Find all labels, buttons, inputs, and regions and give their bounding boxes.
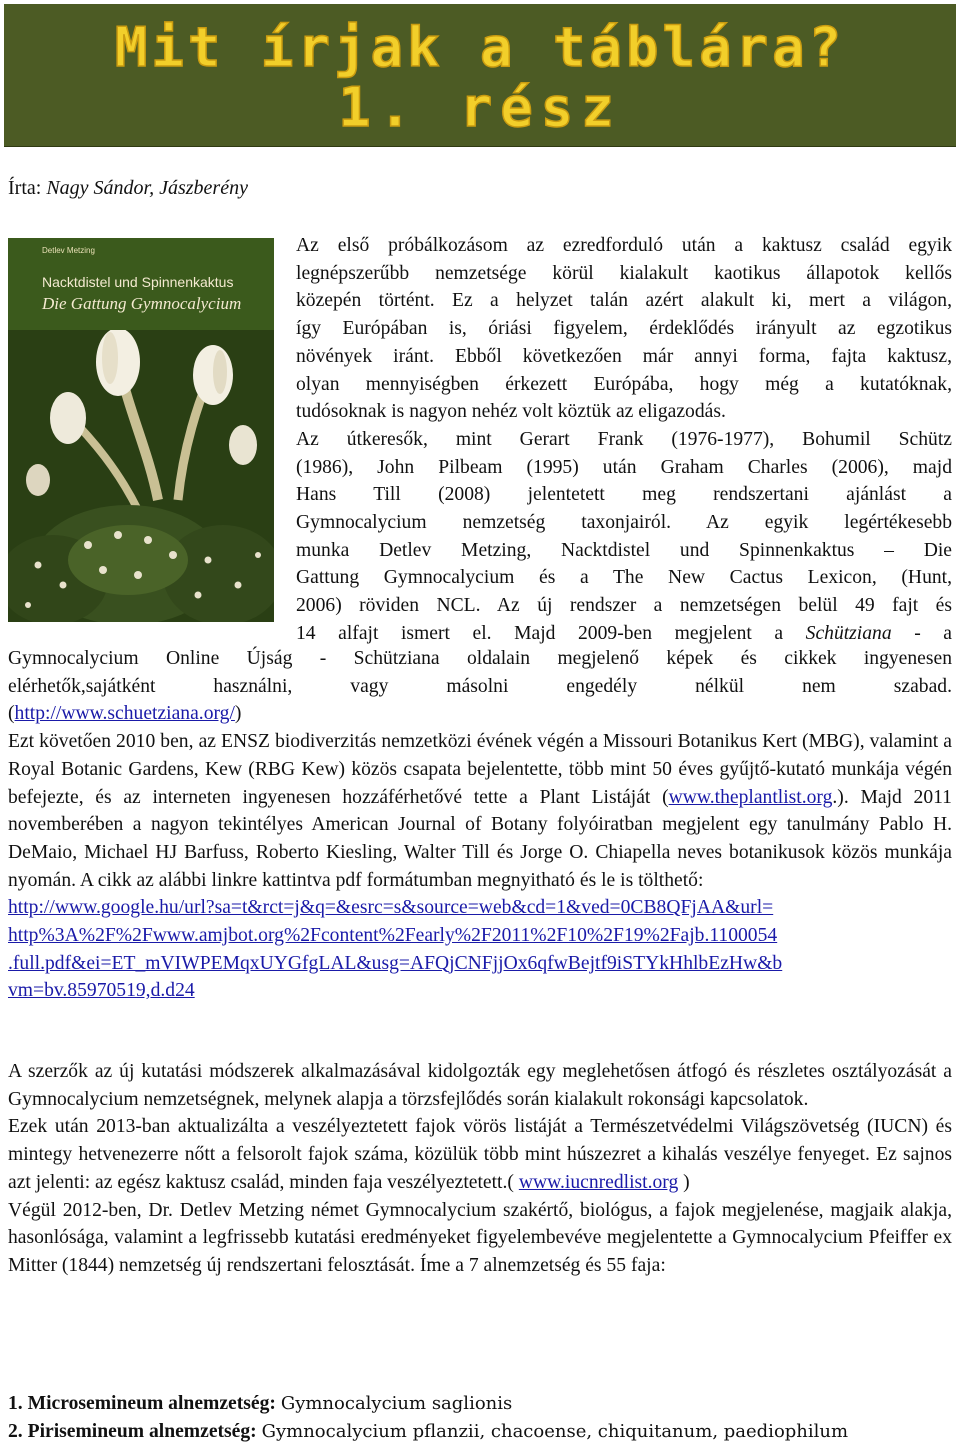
author-line bbox=[8, 174, 248, 202]
plant-list-text-a: Ezt követően 2010 ben, az ENSZ biodiverzitás nemzetközi évének végén a Missouri Botanikus Kert (MBG), valamint a Royal Botanic Gardens, Kew (RBG Kew) közös csapata bejelentette, több mint 50 éves gyűjtő-kutató munkája végén befejezte, és az interneten ingyenesen hozzáférhetővé tette a Plant Listáját ( bbox=[8, 731, 952, 808]
article-link-line-2[interactable]: http%3A%2F%2Fwww.amjbot.org%2Fcontent%2Fearly%2F2011%2F10%2F19%2Fajb.1100054 bbox=[8, 925, 778, 947]
cactus-photo bbox=[8, 330, 274, 622]
intro-line: munka Detlev Metzing, Nacktdistel und Spinnenkaktus – Die bbox=[296, 539, 952, 561]
theplantlist-link[interactable]: www.theplantlist.org bbox=[668, 786, 833, 808]
intro-line: tudósoknak is nagyon nehéz volt köztük az eligazodás. bbox=[296, 401, 726, 423]
book-cover-title: Nacktdistel und Spinnenkaktus bbox=[42, 274, 234, 290]
metzing-paragraph: Végül 2012-ben, Dr. Detlev Metzing német Gymnocalycium szakértő, biológus, a fajok megjelenése, magjaik alakja, hasonlósága, valamint a legfrissebb kutatási eredményeket figyelembevéve megjelentette a Gymnocalycium Pfeiffer ex Mitter (1844) nemzetség új rendszertani felosztását. Íme a 7 alnemzetség és 55 faja: bbox=[8, 1199, 952, 1276]
intro-last-line-end: - a bbox=[891, 622, 952, 644]
book-cover-subtitle: Die Gattung Gymnocalycium bbox=[42, 294, 242, 313]
intro-line: olyan mennyiségben érkezett Európába, hogy még a kutatóknak, bbox=[296, 373, 952, 395]
subgenus-number: 2. bbox=[8, 1420, 23, 1442]
title-line-1: Mit írjak a táblára? bbox=[114, 16, 846, 79]
subgenus-name: Microsemineum alnemzetség: bbox=[27, 1393, 276, 1414]
intro-line: növények iránt. Ebből következően már annyi forma, fajta kaktusz, bbox=[296, 345, 952, 367]
schuetziana-link[interactable]: http://www.schuetziana.org/ bbox=[14, 703, 235, 725]
intro-line: Gattung Gymnocalycium és a The New Cactus Lexicon, (Hunt, bbox=[296, 567, 952, 589]
iucn-text-end: ) bbox=[678, 1171, 690, 1193]
intro-paragraph bbox=[296, 232, 952, 648]
intro-line: Gymnocalycium nemzetség taxonjairól. Az egyik legértékesebb bbox=[296, 512, 952, 534]
paren-close: ) bbox=[234, 703, 242, 725]
subgenus-species: Gymnocalycium saglionis bbox=[280, 1393, 513, 1414]
article-link-line-3[interactable]: .full.pdf&ei=ET_mVIWPEMqxUYGfgLAL&usg=AFQjCNFjjOx6qfwBejtf9iSTYkHhlbEzHw&b bbox=[8, 952, 783, 974]
intro-last-line bbox=[296, 620, 952, 648]
article-link-line-4[interactable]: vm=bv.85970519,d.d24 bbox=[8, 980, 195, 1002]
intro-line: közepén történt. Ez a helyzet talán azért alakult ki, mert a világon, bbox=[296, 290, 952, 312]
intro-line: (1986), John Pilbeam (1995) után Graham Charles (2006), majd bbox=[296, 456, 952, 478]
title-banner bbox=[4, 4, 956, 147]
plant-list-paragraph bbox=[8, 728, 952, 894]
intro-line: Hans Till (2008) jelentetett meg rendszertani ajánlást a bbox=[296, 484, 952, 506]
subgenus-name: Pirisemineum alnemzetség: bbox=[27, 1420, 257, 1442]
research-paragraph: A szerzők az új kutatási módszerek alkalmazásával kidolgozták egy meglehetősen átfogó és részletes osztályozását a Gymnocalycium nemzetségnek, melynek alapja a törzsfejlődés során kialakult rokonsági kapcsolatok. bbox=[8, 1061, 952, 1110]
schutziana-italic: Schütziana bbox=[805, 622, 892, 644]
subgenus-item bbox=[8, 1390, 952, 1418]
subgenus-species: Gymnocalycium pflanzii, chacoense, chiquitanum, paediophilum bbox=[261, 1420, 849, 1442]
article-link-line-1[interactable]: http://www.google.hu/url?sa=t&rct=j&q=&esrc=s&source=web&cd=1&ved=0CB8QFjAA&url= bbox=[8, 897, 774, 919]
author-name: Nagy Sándor, Jászberény bbox=[46, 177, 248, 199]
iucn-text: Ezek után 2013-ban aktualizálta a veszélyeztetett fajok vörös listáját a Természetvédelmi Világszövetség (IUCN) és mintegy hetvenezerre nőtt a felsorolt fajok száma, közülük több mint húszezret a kihalás veszélye fenyeget. Ez sajnos azt jelenti: az egész kaktusz család, minden faja veszélyeztetett.( bbox=[8, 1116, 952, 1193]
plant-list-text-b: .). Majd 2011 novemberében a nagyon tekintélyes American Journal of Botany folyóiratban megjelent egy tanulmány Pablo H. DeMaio, Michael HJ Barfuss, Roberto Kiesling, Walter Till és Jorge O. Chiapella neves botanikusok közös munkája nyomán. A cikk az alábbi linkre kattintva pdf formátumban megnyitható és le is tölthető: bbox=[8, 786, 952, 891]
intro-line: 2006) röviden NCL. Az új rendszer a nemzetségen belül 49 fajt és bbox=[296, 595, 952, 617]
intro-line: Az első próbálkozásom az ezredforduló után a kaktusz család egyik bbox=[296, 235, 952, 256]
subgenus-item bbox=[8, 1418, 952, 1445]
subgenus-number: 1. bbox=[8, 1393, 23, 1414]
author-prefix: Írta: bbox=[8, 177, 42, 199]
title-banner-graphic bbox=[4, 4, 956, 146]
classification-section bbox=[8, 1058, 952, 1280]
paren-open: ( bbox=[8, 703, 15, 725]
title-line-2: 1. rész bbox=[338, 76, 622, 139]
schutziana-line-2: elérhetők,sajátként használni, vagy másolni engedély nélkül nem szabad. bbox=[8, 675, 952, 697]
intro-last-line-start: 14 alfajt ismert el. Majd 2009-ben megjelent a bbox=[296, 622, 806, 644]
subgenera-list bbox=[8, 1390, 952, 1445]
iucn-paragraph bbox=[8, 1113, 952, 1196]
book-cover-author: Detlev Metzing bbox=[42, 246, 95, 255]
schutziana-line-1: Gymnocalycium Online Újság - Schütziana oldalain megjelenő képek és cikkek ingyenesen bbox=[8, 648, 952, 669]
iucnredlist-link[interactable]: www.iucnredlist.org bbox=[518, 1171, 679, 1193]
intro-line: így Európában is, óriási figyelem, érdeklődés irányult az egzotikus bbox=[296, 318, 952, 340]
intro-line: Az útkeresők, mint Gerart Frank (1976-1977), Bohumil Schütz bbox=[296, 428, 952, 450]
intro-line: legnépszerűbb nemzetsége körül kialakult kaotikus állapotok kellős bbox=[296, 262, 952, 284]
book-cover-image bbox=[8, 238, 274, 622]
schutziana-link-paragraph bbox=[8, 700, 952, 728]
history-section bbox=[8, 645, 952, 1005]
